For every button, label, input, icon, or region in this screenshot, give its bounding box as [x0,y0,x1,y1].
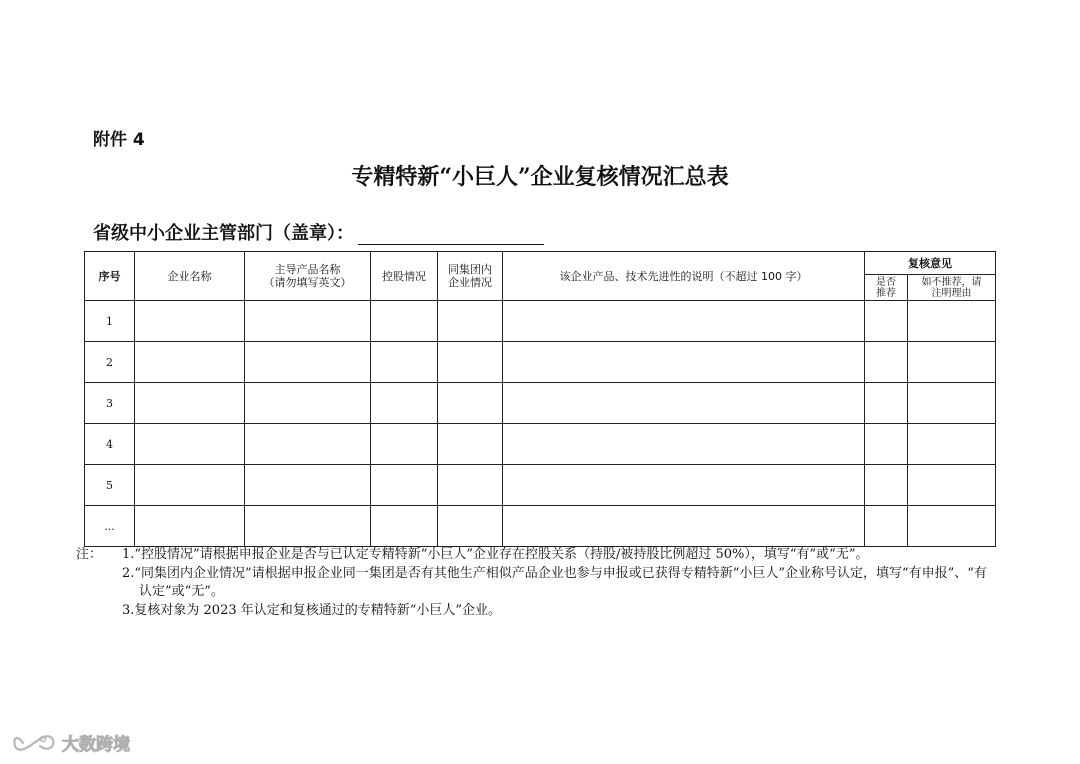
cell-description[interactable] [503,383,865,424]
note-3-text: 3.复核对象为 2023 年认定和复核通过的专精特新“小巨人”企业。 [122,603,502,618]
cell-group[interactable] [438,506,503,547]
cell-recommend[interactable] [865,465,908,506]
header-row-1 [85,252,996,275]
cell-holding[interactable] [371,465,438,506]
cell-company-name[interactable] [135,506,245,547]
cell-group[interactable] [438,465,503,506]
cell-holding[interactable] [371,424,438,465]
cell-holding[interactable] [371,383,438,424]
cell-main-product[interactable] [245,301,371,342]
table-row [85,342,996,383]
watermark [12,730,130,755]
cell-reason[interactable] [908,424,996,465]
attachment-label: 附件 4 [93,130,145,150]
cell-main-product[interactable] [245,465,371,506]
cell-reason[interactable] [908,301,996,342]
cell-description[interactable] [503,424,865,465]
cell-main-product[interactable] [245,383,371,424]
header-company-name: 企业名称 [135,252,245,301]
header-description: 该企业产品、技术先进性的说明（不超过 100 字） [503,252,865,301]
cell-recommend[interactable] [865,383,908,424]
cell-company-name[interactable] [135,424,245,465]
cell-description[interactable] [503,506,865,547]
table-row [85,424,996,465]
page-title: 专精特新“小巨人”企业复核情况汇总表 [351,164,729,190]
header-holding: 控股情况 [371,252,438,301]
cell-main-product[interactable] [245,424,371,465]
cell-recommend[interactable] [865,424,908,465]
cell-recommend[interactable] [865,506,908,547]
cell-group[interactable] [438,424,503,465]
header-main-product-line1: 主导产品名称 [274,263,341,276]
header-serial: 序号 [85,252,135,301]
header-group-line2: 企业情况 [448,276,492,289]
header-reason-line1: 如不推荐，请 [921,276,982,288]
cell-group[interactable] [438,342,503,383]
header-group [438,252,503,301]
cell-company-name[interactable] [135,342,245,383]
infinity-logo-icon [12,732,56,754]
row-number: 1 [85,301,135,342]
cell-group[interactable] [438,383,503,424]
cell-reason[interactable] [908,383,996,424]
notes-prefix: 注： [76,547,103,562]
row-number: 5 [85,465,135,506]
cell-reason[interactable] [908,506,996,547]
cell-company-name[interactable] [135,465,245,506]
cell-reason[interactable] [908,465,996,506]
row-number: 4 [85,424,135,465]
note-2-text: 2.“同集团内企业情况”请根据申报企业同一集团是否有其他生产相似产品企业也参与申报或已获得专精特新“小巨人”企业称号认定，填写“有申报”、“有认定”或“无”。 [122,566,987,599]
header-review-opinion: 复核意见 [865,252,996,275]
cell-main-product[interactable] [245,506,371,547]
cell-description[interactable] [503,342,865,383]
cell-description[interactable] [503,301,865,342]
table-row [85,465,996,506]
table-row [85,383,996,424]
cell-recommend[interactable] [865,342,908,383]
cell-holding[interactable] [371,342,438,383]
department-label: 省级中小企业主管部门（盖章）： [93,223,354,244]
cell-group[interactable] [438,301,503,342]
review-summary-table [84,251,996,547]
header-main-product [245,252,371,301]
cell-company-name[interactable] [135,301,245,342]
table-row [85,506,996,547]
row-number: 2 [85,342,135,383]
cell-description[interactable] [503,465,865,506]
header-reason-line2: 注明理由 [931,287,972,299]
note-1 [76,546,993,564]
header-group-line1: 同集团内 [448,263,492,276]
department-fill-line [358,224,544,245]
note-1-text: 1.“控股情况”请根据申报企业是否与已认定专精特新“小巨人”企业存在控股关系（持股/被持股比例超过 50%），填写“有”或“无”。 [122,547,869,562]
table-row [85,301,996,342]
cell-company-name[interactable] [135,383,245,424]
header-reason [908,275,996,301]
header-recommend-line2: 推荐 [876,287,896,299]
header-recommend-line1: 是否 [876,276,896,288]
header-recommend [865,275,908,301]
cell-recommend[interactable] [865,301,908,342]
row-number: ... [85,506,135,547]
department-line [93,219,544,245]
cell-holding[interactable] [371,301,438,342]
note-3 [93,602,993,620]
row-number: 3 [85,383,135,424]
note-2 [93,565,993,601]
cell-reason[interactable] [908,342,996,383]
cell-main-product[interactable] [245,342,371,383]
cell-holding[interactable] [371,506,438,547]
notes-section [76,546,993,620]
header-main-product-line2: （请勿填写英文） [263,276,352,289]
watermark-text: 大数跨境 [62,735,130,755]
